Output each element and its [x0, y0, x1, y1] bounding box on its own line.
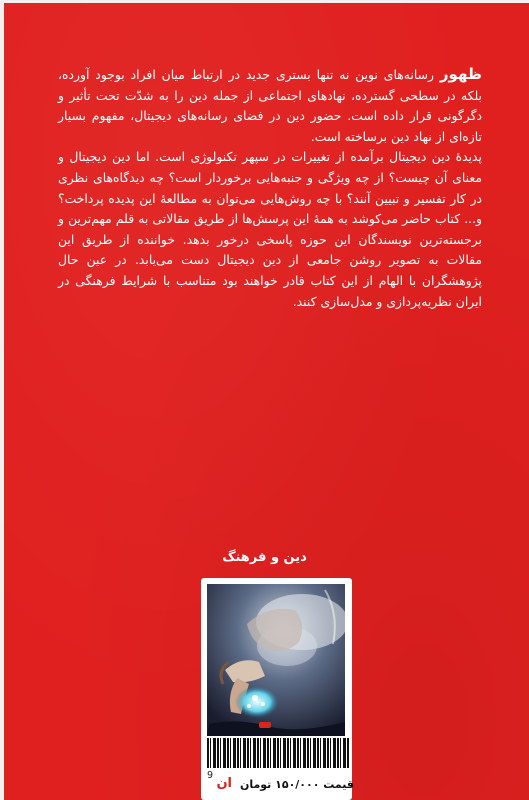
series-title: دین و فرهنگ [222, 550, 307, 565]
blurb-paragraph-1 [58, 64, 482, 147]
blurb [58, 64, 482, 312]
barcode [207, 738, 349, 768]
page-edge-left [0, 0, 4, 800]
cover-artwork [207, 584, 345, 736]
page-edge-top [0, 0, 529, 3]
blurb-paragraph-1-text: رسانه‌های نوین نه تنها بستری جدید در ارتباط میان افراد بوجود آورده، بلکه در سطحی گسترده، نهادهای اجتماعی از جمله دین را به شدّت تحت تأثیر و دگرگونی قرار داده است. حضور دین در فضای رسانه‌های دیجیتال، مفهوم بسیار تازه‌ای از نهاد دین برساخته است. [58, 67, 482, 144]
blurb-lead-word: ظهور [439, 65, 482, 83]
publisher-logo: ان [216, 776, 232, 791]
price-label: قیمت ۱۵۰/۰۰۰ تومان [239, 778, 354, 791]
barcode-number: 9 [207, 770, 214, 781]
blurb-paragraph-2: پدیدهٔ دین دیجیتال برآمده از تغییرات در سپهر تکنولوژی است. اما دین دیجیتال و معنای آن چیست؟ از چه ویژگی و جنبه‌هایی برخوردار است؟ چه دیدگاه‌های نظری در کار تفسیر و تبیین آنند؟ با چه روش‌هایی می‌توان به مطالعهٔ این پدیده پرداخت؟ و... کتاب حاضر می‌کوشد به همهٔ این پرسش‌ها از طریق مقالاتی به قلم مهم‌ترین و برجسته‌ترین نویسندگان این حوزه پاسخی درخور بدهد. خواننده از طریق این مقالات به تصویر روشن جامعی از دین دیجیتال دست می‌یابد. در عین حال پژوهشگران با الهام از این کتاب قادر خواهند بود متناسب با شرایط فرهنگی در ایران نظریه‌پردازی و مدل‌سازی کنند. [58, 149, 482, 309]
